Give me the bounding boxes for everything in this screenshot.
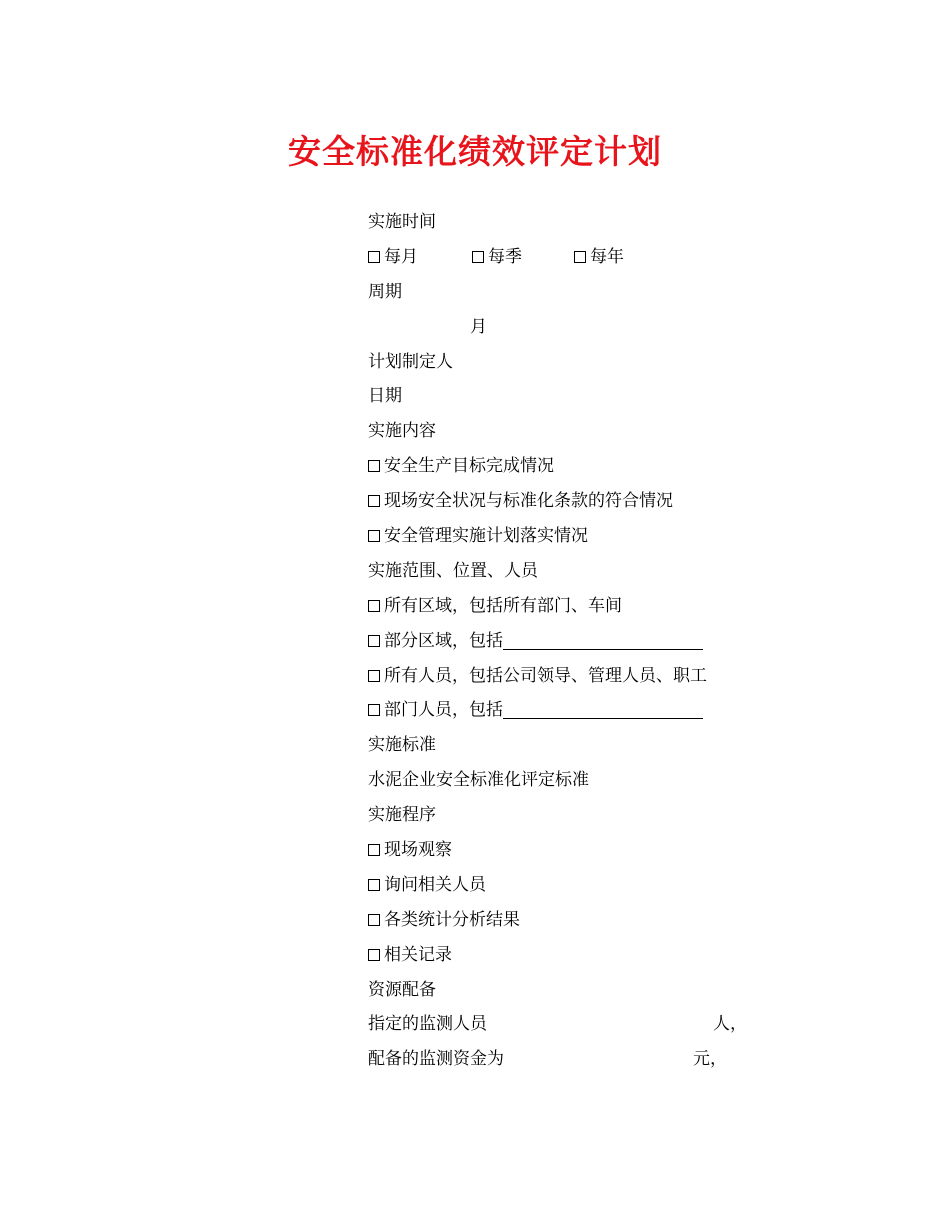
checkbox-icon[interactable]: [368, 949, 380, 961]
monitor-fund-label: 配备的监测资金为: [368, 1049, 504, 1070]
checkbox-icon[interactable]: [368, 914, 380, 926]
fill-in-blank[interactable]: [503, 700, 703, 719]
monitor-fund-line: [368, 1042, 788, 1077]
monitor-fund-unit: 元，: [693, 1049, 727, 1070]
checkbox-icon[interactable]: [368, 879, 380, 891]
procedure-item[interactable]: 相关记录: [368, 938, 788, 973]
document-title: 安全标准化绩效评定计划: [288, 132, 662, 171]
scope-heading: 实施范围、位置、人员: [368, 560, 538, 581]
scope-item[interactable]: 部分区域，包括: [368, 624, 788, 659]
period-label: 周期: [368, 281, 402, 302]
checkbox-icon[interactable]: [368, 600, 380, 612]
scope-item[interactable]: 部门人员，包括: [368, 693, 788, 728]
checkbox-icon[interactable]: [368, 460, 380, 472]
option-quarterly[interactable]: 每季: [472, 240, 574, 275]
procedure-item[interactable]: 各类统计分析结果: [368, 903, 788, 938]
checkbox-icon[interactable]: [472, 251, 484, 263]
checkbox-icon[interactable]: [368, 530, 380, 542]
date-label: 日期: [368, 386, 402, 407]
checkbox-icon[interactable]: [368, 670, 380, 682]
content-item[interactable]: 安全生产目标完成情况: [368, 449, 788, 484]
monitor-staff-unit: 人，: [713, 1014, 747, 1035]
month-unit: 月: [470, 316, 487, 337]
option-monthly[interactable]: 每月: [368, 240, 472, 275]
standard-heading: 实施标准: [368, 735, 436, 756]
procedure-item[interactable]: 询问相关人员: [368, 868, 788, 903]
content-heading: 实施内容: [368, 421, 436, 442]
resource-heading: 资源配备: [368, 979, 436, 1000]
checkbox-icon[interactable]: [368, 844, 380, 856]
monitor-staff-label: 指定的监测人员: [368, 1014, 487, 1035]
content-item[interactable]: 安全管理实施计划落实情况: [368, 519, 788, 554]
checkbox-icon[interactable]: [574, 251, 586, 263]
standard-text: 水泥企业安全标准化评定标准: [368, 770, 589, 791]
scope-item[interactable]: 所有人员，包括公司领导、管理人员、职工: [368, 659, 788, 694]
fill-in-blank[interactable]: [503, 631, 703, 650]
checkbox-icon[interactable]: [368, 495, 380, 507]
checkbox-icon[interactable]: [368, 635, 380, 647]
checkbox-icon[interactable]: [368, 704, 380, 716]
procedure-heading: 实施程序: [368, 805, 436, 826]
frequency-options: [368, 240, 788, 275]
document-body: [368, 205, 788, 1077]
checkbox-icon[interactable]: [368, 251, 380, 263]
scope-item[interactable]: 所有区域，包括所有部门、车间: [368, 589, 788, 624]
section-time-heading: 实施时间: [368, 212, 436, 232]
monitor-staff-line: [368, 1007, 788, 1042]
content-item[interactable]: 现场安全状况与标准化条款的符合情况: [368, 484, 788, 519]
option-yearly[interactable]: 每年: [574, 240, 624, 275]
planner-label: 计划制定人: [368, 351, 453, 372]
procedure-item[interactable]: 现场观察: [368, 833, 788, 868]
